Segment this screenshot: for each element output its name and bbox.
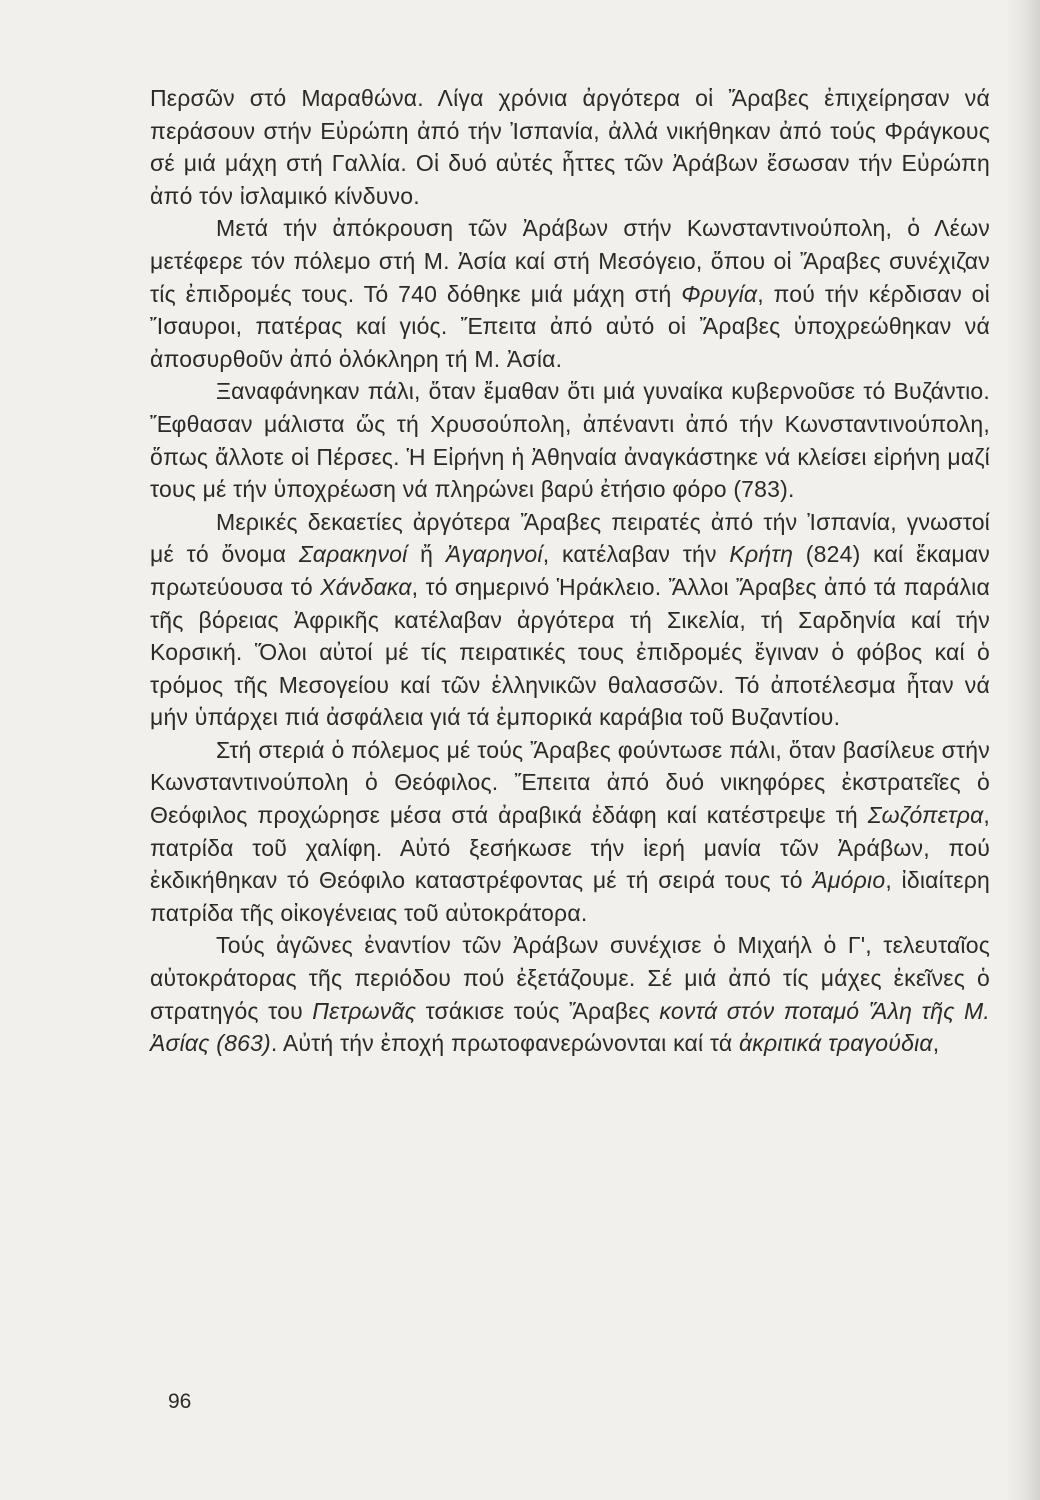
text-segment: Μετά τήν ἀπόκρουση τῶν Ἀράβων στήν Κωνσταντινούπολη, ὁ Λέων μετέφερε τόν πόλεμο στή Μ. Ἀσία καί στή Μεσόγειο, ὅπου οἱ Ἄραβες συνέχιζαν τίς ἐπιδρομές τους. Τό 740 δόθηκε μιά μάχη στή	[150, 215, 990, 307]
text-segment: (824) καί ἔκαμαν πρωτεύουσα τό	[150, 541, 991, 600]
text-segment: ,	[932, 1030, 940, 1057]
paragraph-5	[150, 734, 990, 930]
italic-term: ἀκριτικά τραγούδια	[738, 1030, 933, 1057]
paragraph-1	[150, 82, 990, 212]
italic-term: Κρήτη	[729, 541, 794, 568]
paragraph-2	[150, 212, 990, 375]
book-page-text	[150, 82, 990, 1060]
italic-term: Ἀμόριο	[812, 867, 886, 894]
paragraph-3	[150, 375, 990, 505]
text-segment: τσάκισε τούς Ἄραβες	[416, 997, 660, 1024]
page-number: 96	[168, 1390, 192, 1413]
text-segment: , πατρίδα τοῦ χαλίφη. Αὐτό ξεσήκωσε τήν ἱερή μανία τῶν Ἀράβων, πού ἐκδικήθηκαν τό Θεόφιλο καταστρέφοντας μέ τή σειρά τους τό	[150, 802, 990, 894]
text-segment: Τούς ἀγῶνες ἐναντίον τῶν Ἀράβων συνέχισε ὁ Μιχαήλ ὁ Γ', τελευταῖος αὐτοκράτορας τῆς περιόδου πού ἐξετάζουμε. Σέ μιά ἀπό τίς μάχες ἐκεῖνες ὁ στρατηγός του	[150, 932, 990, 1024]
paragraph-4	[150, 506, 990, 734]
text-segment: , ἰδιαίτερη πατρίδα τῆς οἰκογένειας τοῦ αὐτοκράτορα.	[150, 867, 990, 926]
italic-term: κοντά στόν ποταμό Ἅλη τῆς Μ. Ἀσίας (863)	[150, 997, 990, 1057]
text-segment: Περσῶν στό Μαραθώνα. Λίγα χρόνια ἀργότερα οἱ Ἄραβες ἐπιχείρησαν νά περάσουν στήν Εὐρώπη ἀπό τήν Ἰσπανία, ἀλλά νικήθηκαν ἀπό τούς Φράγκους σέ μιά μάχη στή Γαλλία. Οἱ δυό αὐτές ἧττες τῶν Ἀράβων ἔσωσαν τήν Εὐρώπη ἀπό τόν ἰσλαμικό κίνδυνο.	[150, 85, 990, 209]
italic-term: Φρυγία	[681, 280, 758, 307]
italic-term: Σωζόπετρα	[867, 802, 984, 829]
paragraph-6	[150, 929, 990, 1059]
text-segment: ἤ	[407, 541, 446, 568]
italic-term: Χάνδακα	[320, 573, 412, 600]
text-segment: Στή στεριά ὁ πόλεμος μέ τούς Ἄραβες φούντωσε πάλι, ὅταν βασίλευε στήν Κωνσταντινούπολη ὁ Θεόφιλος. Ἔπειτα ἀπό δυό νικηφόρες ἐκστρατεῖες ὁ Θεόφιλος προχώρησε μέσα στά ἀραβικά ἐδάφη καί κατέστρεψε τή	[150, 736, 990, 829]
italic-term: Ἀγαρηνοί	[445, 541, 543, 568]
text-segment: , τό σημερινό Ἡράκλειο. Ἄλλοι Ἄραβες ἀπό τά παράλια τῆς βόρειας Ἀφρικῆς κατέλαβαν ἀργότερα τή Σικελία, τή Σαρδηνία καί τήν Κορσική. Ὅλοι αὐτοί μέ τίς πειρατικές τους ἐπιδρομές ἔγιναν ὁ φόβος καί ὁ τρόμος τῆς Μεσογείου καί τῶν ἑλληνικῶν θαλασσῶν. Τό ἀποτέλεσμα ἦταν νά μήν ὑπάρχει πιά ἀσφάλεια γιά τά ἐμπορικά καράβια τοῦ Βυζαντίου.	[150, 573, 990, 731]
page-edge-shadow	[1006, 0, 1040, 1500]
text-segment: , κατέλαβαν τήν	[542, 541, 730, 568]
italic-term: Πετρωνᾶς	[312, 997, 417, 1024]
text-segment: , πού τήν κέρδισαν οἱ Ἴσαυροι, πατέρας καί γιός. Ἔπειτα ἀπό αὐτό οἱ Ἄραβες ὑποχρεώθηκαν νά ἀποσυρθοῦν ἀπό ὁλόκληρη τή Μ. Ἀσία.	[150, 280, 990, 372]
text-segment: . Αὐτή τήν ἐποχή πρωτοφανερώνονται καί τά	[270, 1030, 739, 1057]
text-segment: Μερικές δεκαετίες ἀργότερα Ἄραβες πειρατές ἀπό τήν Ἰσπανία, γνωστοί μέ τό ὄνομα	[150, 508, 990, 568]
text-segment: Ξαναφάνηκαν πάλι, ὅταν ἔμαθαν ὅτι μιά γυναίκα κυβερνοῦσε τό Βυζάντιο. Ἔφθασαν μάλιστα ὥς τή Χρυσούπολη, ἀπέναντι ἀπό τήν Κωνσταντινούπολη, ὅπως ἄλλοτε οἱ Πέρσες. Ἡ Εἰρήνη ἡ Ἀθηναία ἀναγκάστηκε νά κλείσει εἰρήνη μαζί τους μέ τήν ὑποχρέωση νά πληρώνει βαρύ ἐτήσιο φόρο (783).	[150, 378, 990, 503]
italic-term: Σαρακηνοί	[298, 541, 408, 568]
